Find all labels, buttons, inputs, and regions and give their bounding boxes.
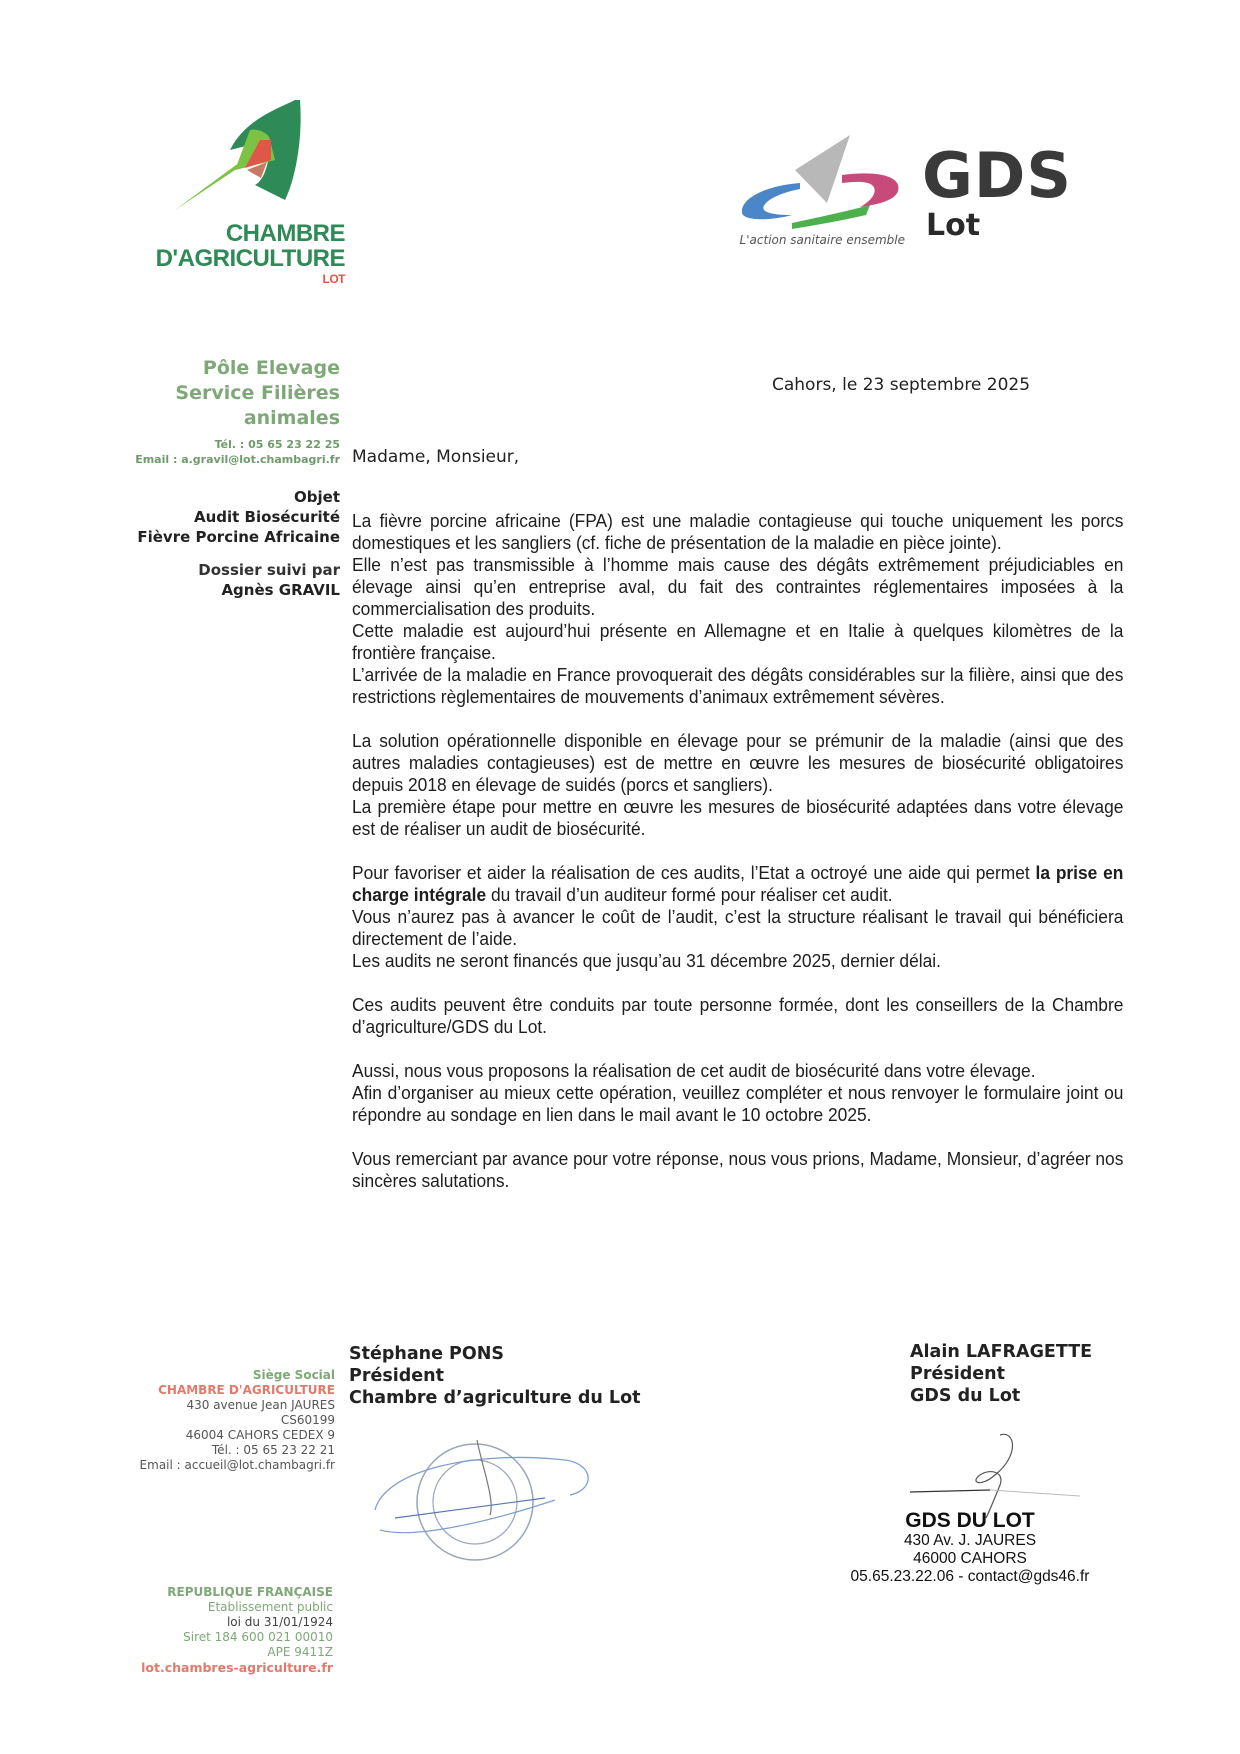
- signatory-name: Stéphane PONS: [349, 1344, 505, 1364]
- letter-body: [352, 510, 1123, 1214]
- gds-stamp-title: GDS DU LOT: [905, 1509, 1035, 1532]
- department-line1: Pôle Elevage: [202, 357, 340, 379]
- signature-icon: [890, 1430, 1090, 1520]
- gds-tagline: L'action sanitaire ensemble: [739, 233, 905, 247]
- chambre-logo-line1: CHAMBRE: [225, 220, 345, 247]
- gds-stamp-city: 46000 CAHORS: [913, 1550, 1027, 1567]
- legal-line5: APE 9411Z: [267, 1645, 333, 1659]
- siege-phone: Tél. : 05 65 23 22 21: [211, 1443, 335, 1457]
- bold-emphasis: la prise en charge intégrale: [352, 862, 1124, 905]
- subject-label: Objet: [294, 488, 340, 506]
- siege-label: Siège Social: [252, 1368, 335, 1382]
- gds-logo-mark-icon: [730, 125, 910, 230]
- text-span: du travail d’un auditeur formé pour réaliser cet audit.: [486, 884, 893, 905]
- signatory-left: [349, 1343, 640, 1409]
- sender-email: [135, 452, 340, 467]
- paragraph: Les audits ne seront financés que jusqu’au 31 décembre 2025, dernier délai.: [352, 950, 941, 971]
- sender-department: [175, 356, 340, 431]
- paragraph: Ces audits peuvent être conduits par toute personne formée, dont les conseillers de la Chambre d’agriculture/GDS du Lot.: [352, 994, 1124, 1037]
- gds-stamp-contact: 05.65.23.22.06 - contact@gds46.fr: [850, 1568, 1090, 1585]
- legal-line4: Siret 184 600 021 00010: [183, 1630, 333, 1644]
- paragraph: Vous n’aurez pas à avancer le coût de l’audit, c’est la structure réalisant le travail qui bénéficiera directement de l’aide.: [352, 906, 1124, 949]
- gds-stamp: [840, 1510, 1100, 1586]
- siege-org: CHAMBRE D'AGRICULTURE: [158, 1383, 335, 1397]
- paragraph: L’arrivée de la maladie en France provoquerait des dégâts considérables sur la filière, ainsi que des restrictions règlementaires de mouvements d’animaux extrêmement sévères.: [352, 664, 1124, 707]
- paragraph: La fièvre porcine africaine (FPA) est une maladie contagieuse qui touche uniquement les porcs domestiques et les sangliers (cf. fiche de présentation de la maladie en pièce jointe).: [352, 510, 1124, 553]
- official-stamp-icon: [355, 1440, 615, 1570]
- email-label: Email :: [135, 453, 178, 466]
- siege-address: 430 avenue Jean JAURES: [186, 1398, 335, 1412]
- siege-city: 46004 CAHORS CEDEX 9: [185, 1428, 335, 1442]
- paragraph: Aussi, nous vous proposons la réalisation de cet audit de biosécurité dans votre élevage.: [352, 1060, 1036, 1081]
- paragraph: Vous remerciant par avance pour votre réponse, nous vous prions, Madame, Monsieur, d’agréer nos sincères salutations.: [352, 1148, 1124, 1191]
- siege-email[interactable]: Email : accueil@lot.chambagri.fr: [139, 1458, 335, 1472]
- legal-line1: REPUBLIQUE FRANÇAISE: [167, 1585, 333, 1599]
- letter-date: Cahors, le 23 septembre 2025: [772, 375, 1031, 395]
- gds-stamp-address: 430 Av. J. JAURES: [903, 1532, 1037, 1549]
- paragraph: La solution opérationnelle disponible en élevage pour se prémunir de la maladie (ainsi que des autres maladies contagieuses) est de mettre en œuvre les mesures de biosécurité obligatoires depuis 2018 en élevage de suidés (porcs et sangliers).: [352, 730, 1124, 795]
- chambre-logo-line2: D'AGRICULTURE: [155, 245, 345, 272]
- website-link[interactable]: lot.chambres-agriculture.fr: [141, 1660, 333, 1675]
- signatory-org: Chambre d’agriculture du Lot: [349, 1388, 641, 1408]
- legal-block: [141, 1585, 333, 1675]
- head-office-block: [140, 1368, 335, 1473]
- department-line3: animales: [243, 407, 340, 429]
- followed-by-name: Agnès GRAVIL: [221, 581, 340, 599]
- signatory-title: Président: [910, 1364, 1005, 1384]
- paragraph: Cette maladie est aujourd’hui présente en Allemagne et en Italie à quelques kilomètres de la frontière française.: [352, 620, 1124, 663]
- paragraph: [352, 862, 1123, 906]
- sender-phone: [135, 437, 340, 452]
- chambre-logo-mark-icon: [175, 100, 345, 220]
- signatory-org: GDS du Lot: [910, 1386, 1021, 1406]
- gds-logo: [730, 125, 1090, 255]
- subject-block: [137, 487, 340, 547]
- gds-title: GDS: [922, 139, 1073, 212]
- subject-line1: Audit Biosécurité: [194, 508, 340, 526]
- phone-value: 05 65 23 22 25: [248, 438, 340, 451]
- siege-cs: CS60199: [280, 1413, 335, 1427]
- paragraph: La première étape pour mettre en œuvre les mesures de biosécurité adaptées dans votre élevage est de réaliser un audit de biosécurité.: [352, 796, 1124, 839]
- legal-line3: loi du 31/01/1924: [226, 1615, 333, 1629]
- chambre-agriculture-logo: [155, 100, 345, 290]
- text-span: Pour favoriser et aider la réalisation de ces audits, l’Etat a octroyé une aide qui permet: [352, 862, 1036, 883]
- gds-subtitle: Lot: [926, 208, 981, 243]
- sender-contact: [135, 437, 340, 467]
- chambre-logo-lot: LOT: [322, 272, 345, 286]
- followed-by-block: [198, 560, 340, 600]
- legal-line2: Etablissement public: [207, 1600, 333, 1614]
- paragraph: Afin d’organiser au mieux cette opération, veuillez compléter et nous renvoyer le formulaire joint ou répondre au sondage en lien dans le mail avant le 10 octobre 2025.: [352, 1082, 1124, 1125]
- subject-line2: Fièvre Porcine Africaine: [137, 528, 340, 546]
- salutation: Madame, Monsieur,: [352, 447, 520, 467]
- paragraph: Elle n’est pas transmissible à l’homme mais cause des dégâts extrêmement préjudiciables en élevage ainsi qu’en entreprise aval, du fait des contraintes réglementaires imposées à la commercialisation des produits.: [352, 554, 1124, 619]
- department-line2: Service Filières: [175, 382, 340, 404]
- signatory-name: Alain LAFRAGETTE: [910, 1342, 1093, 1362]
- followed-by-label: Dossier suivi par: [198, 561, 340, 579]
- phone-label: Tél. :: [214, 438, 245, 451]
- signatory-title: Président: [349, 1366, 444, 1386]
- email-link[interactable]: a.gravil@lot.chambagri.fr: [181, 453, 340, 466]
- signatory-right: [910, 1341, 1092, 1407]
